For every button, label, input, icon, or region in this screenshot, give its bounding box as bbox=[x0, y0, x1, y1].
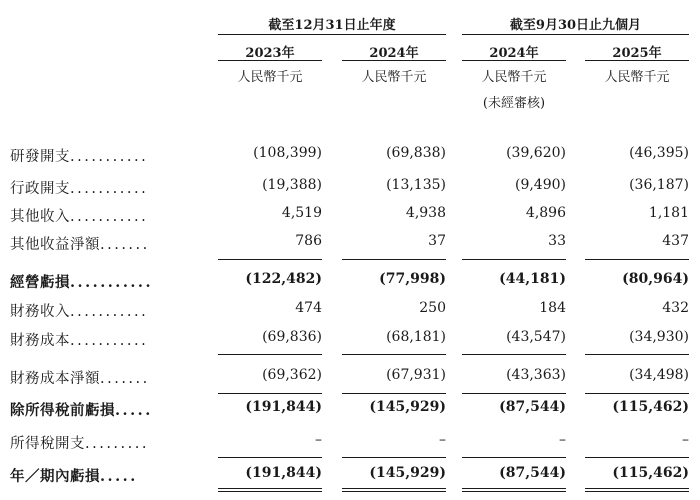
column-unit-3: 人民幣千元 bbox=[481, 70, 547, 85]
cell-value: – bbox=[682, 432, 689, 448]
column-note-unaudited: (未經審核) bbox=[482, 96, 546, 111]
cell-value: (46,395) bbox=[629, 145, 689, 161]
total-double-rule bbox=[342, 488, 446, 489]
subtotal-rule bbox=[342, 354, 446, 355]
subtotal-rule bbox=[218, 393, 322, 394]
cell-value: (80,964) bbox=[622, 271, 689, 287]
table-row-operating-loss bbox=[0, 271, 700, 293]
cell-value: (191,844) bbox=[245, 399, 322, 415]
cell-value: (77,998) bbox=[379, 271, 446, 287]
cell-value: (145,929) bbox=[369, 465, 446, 481]
subtotal-rule bbox=[218, 457, 322, 458]
cell-value: 4,938 bbox=[405, 205, 446, 221]
row-label: 經營虧損........... bbox=[10, 274, 154, 291]
row-label: 其他收益淨額....... bbox=[10, 237, 150, 253]
row-label: 財務成本淨額....... bbox=[10, 371, 150, 387]
cell-value: 37 bbox=[428, 233, 446, 249]
subtotal-rule bbox=[218, 259, 322, 260]
row-label: 其他收入........... bbox=[10, 209, 149, 225]
cell-value: (115,462) bbox=[612, 399, 689, 415]
cell-value: (34,498) bbox=[629, 367, 689, 383]
subtotal-rule bbox=[462, 259, 566, 260]
row-label: 行政開支........... bbox=[10, 181, 149, 197]
total-double-rule bbox=[342, 491, 446, 492]
cell-value: 474 bbox=[295, 300, 322, 316]
cell-value: (69,362) bbox=[262, 367, 322, 383]
subtotal-rule bbox=[585, 457, 689, 458]
group-header-nine-months: 截至9月30日止九個月 bbox=[509, 18, 642, 33]
row-label: 所得稅開支......... bbox=[10, 436, 149, 452]
row-label: 財務成本........... bbox=[10, 333, 149, 349]
total-double-rule bbox=[218, 491, 322, 492]
column-year-4: 2025年 bbox=[612, 46, 662, 61]
cell-value: 786 bbox=[295, 233, 322, 249]
year-rule-1 bbox=[218, 60, 322, 61]
cell-value: (39,620) bbox=[506, 145, 566, 161]
table-row bbox=[0, 329, 700, 351]
total-double-rule bbox=[462, 488, 566, 489]
column-unit-2: 人民幣千元 bbox=[361, 70, 427, 85]
row-label: 財務收入........... bbox=[10, 304, 149, 320]
year-rule-4 bbox=[585, 60, 689, 61]
table-row-loss-before-tax bbox=[0, 399, 700, 421]
subtotal-rule bbox=[218, 354, 322, 355]
cell-value: 1,181 bbox=[648, 205, 689, 221]
table-row bbox=[0, 205, 700, 227]
column-year-2: 2024年 bbox=[369, 46, 419, 61]
cell-value: (13,135) bbox=[386, 177, 446, 193]
cell-value: (191,844) bbox=[245, 465, 322, 481]
cell-value: (108,399) bbox=[253, 145, 322, 161]
cell-value: 437 bbox=[662, 233, 689, 249]
column-unit-1: 人民幣千元 bbox=[237, 70, 303, 85]
total-double-rule bbox=[585, 488, 689, 489]
row-label: 除所得稅前虧損..... bbox=[10, 402, 153, 419]
cell-value: (115,462) bbox=[612, 465, 689, 481]
subtotal-rule bbox=[462, 393, 566, 394]
row-label: 研發開支........... bbox=[10, 149, 149, 165]
table-row bbox=[0, 367, 700, 389]
cell-value: – bbox=[315, 432, 322, 448]
cell-value: 184 bbox=[539, 300, 566, 316]
cell-value: (43,363) bbox=[506, 367, 566, 383]
cell-value: (68,181) bbox=[386, 329, 446, 345]
cell-value: (44,181) bbox=[499, 271, 566, 287]
year-rule-3 bbox=[462, 60, 566, 61]
table-row bbox=[0, 145, 700, 167]
cell-value: 250 bbox=[419, 300, 446, 316]
subtotal-rule bbox=[462, 354, 566, 355]
cell-value: (87,544) bbox=[499, 399, 566, 415]
table-row-period-loss bbox=[0, 465, 700, 487]
group-rule-nine-months bbox=[462, 34, 689, 35]
cell-value: (69,838) bbox=[386, 145, 446, 161]
table-row bbox=[0, 432, 700, 454]
cell-value: 4,519 bbox=[281, 205, 322, 221]
cell-value: (36,187) bbox=[629, 177, 689, 193]
cell-value: (145,929) bbox=[369, 399, 446, 415]
subtotal-rule bbox=[342, 259, 446, 260]
cell-value: (69,836) bbox=[262, 329, 322, 345]
table-row bbox=[0, 233, 700, 255]
column-year-3: 2024年 bbox=[489, 46, 539, 61]
cell-value: 4,896 bbox=[525, 205, 566, 221]
table-row bbox=[0, 177, 700, 199]
table-row bbox=[0, 300, 700, 322]
cell-value: – bbox=[439, 432, 446, 448]
group-rule-year bbox=[218, 34, 446, 35]
column-unit-4: 人民幣千元 bbox=[604, 70, 670, 85]
column-year-1: 2023年 bbox=[245, 46, 295, 61]
cell-value: 33 bbox=[548, 233, 566, 249]
total-double-rule bbox=[462, 491, 566, 492]
subtotal-rule bbox=[585, 393, 689, 394]
year-rule-2 bbox=[342, 60, 446, 61]
cell-value: (87,544) bbox=[499, 465, 566, 481]
cell-value: 432 bbox=[662, 300, 689, 316]
subtotal-rule bbox=[342, 393, 446, 394]
cell-value: (67,931) bbox=[386, 367, 446, 383]
total-double-rule bbox=[585, 491, 689, 492]
subtotal-rule bbox=[342, 457, 446, 458]
cell-value: (122,482) bbox=[245, 271, 322, 287]
cell-value: – bbox=[559, 432, 566, 448]
subtotal-rule bbox=[462, 457, 566, 458]
subtotal-rule bbox=[585, 259, 689, 260]
cell-value: (19,388) bbox=[262, 177, 322, 193]
total-double-rule bbox=[218, 488, 322, 489]
group-header-year: 截至12月31日止年度 bbox=[268, 18, 396, 33]
subtotal-rule bbox=[585, 354, 689, 355]
cell-value: (9,490) bbox=[514, 177, 566, 193]
row-label: 年／期內虧損..... bbox=[10, 468, 138, 485]
cell-value: (34,930) bbox=[629, 329, 689, 345]
cell-value: (43,547) bbox=[506, 329, 566, 345]
